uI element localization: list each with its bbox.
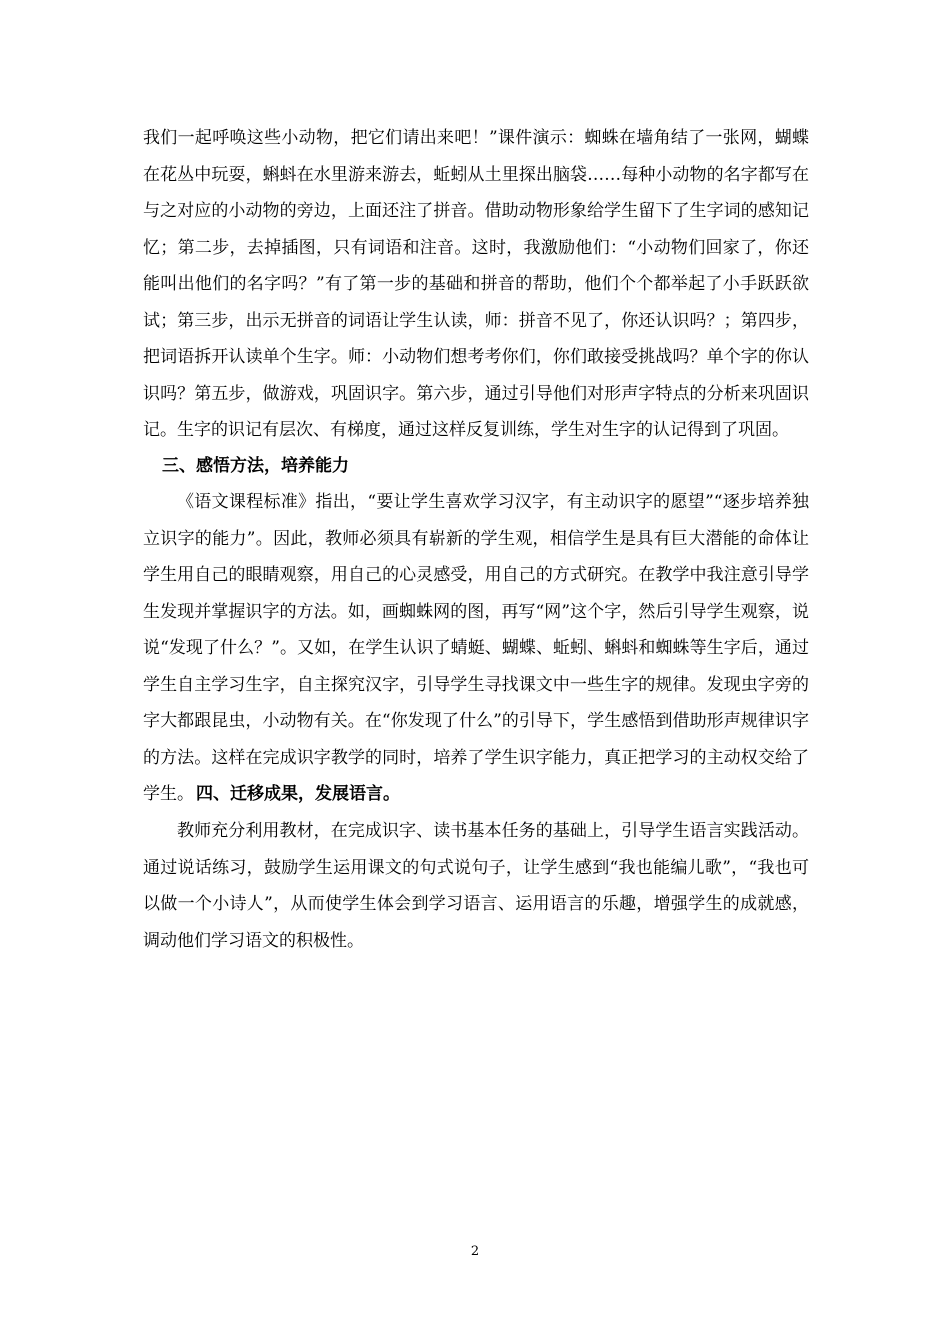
paragraph-section-3: 《语文课程标准》指出，“要让学生喜欢学习汉字，有主动识字的愿望”“逐步培养独立识字的能力”。因此，教师必须具有崭新的学生观，相信学生是具有巨大潜能的命体让学生用自己的眼睛观察，用自己的心灵感受，用自己的方式研究。在教学中我注意引导学生发现并掌握识字的方法。如，画蜘蛛网的图，再写“网”这个字，然后引导学生观察，说说“发现了什么？”。又如，在学生认识了蜻蜓、蝴蝶、蚯蚓、蝌蚪和蜘蛛等生字后，通过学生自主学习生字，自主探究汉字，引导学生寻找课文中一些生字的规律。发现虫字旁的字大都跟昆虫，小动物有关。在“你发现了什么”的引导下，学生感悟到借助形声规律识字的方法。这样在完成识字教学的同时，培养了学生识字能力，真正把学习的主动权交给了学生。 [143,492,809,804]
section-heading-4: 四、迁移成果，发展语言。 [196,784,400,804]
page-number: 2 [470,1244,480,1259]
section-heading-3: 三、感悟方法，培养能力 [162,456,349,476]
paragraph-continued: 我们一起呼唤这些小动物，把它们请出来吧！”课件演示：蜘蛛在墙角结了一张网，蝴蝶在花丛中玩耍，蝌蚪在水里游来游去，蚯蚓从土里探出脑袋……每种小动物的名字都写在与之对应的小动物的旁边，上面还注了拼音。借助动物形象给学生留下了生字词的感知记忆；第二步，去掉插图，只有词语和注音。这时，我激励他们：“小动物们回家了，你还能叫出他们的名字吗？”有了第一步的基础和拼音的帮助，他们个个都举起了小手跃跃欲试；第三步，出示无拼音的词语让学生认读，师：拼音不见了，你还认识吗？；第四步，把词语拆开认读单个生字。师：小动物们想考考你们，你们敢接受挑战吗？单个字的你认识吗？第五步，做游戏，巩固识字。第六步，通过引导他们对形声字特点的分析来巩固识记。生字的识记有层次、有梯度，通过这样反复训练，学生对生字的认记得到了巩固。 [143,128,809,440]
paragraph-section-4: 教师充分利用教材，在完成识字、读书基本任务的基础上，引导学生语言实践活动。通过说话练习，鼓励学生运用课文的句式说句子，让学生感到“我也能编儿歌”，“我也可以做一个小诗人”，从而使学生体会到学习语言、运用语言的乐趣，增强学生的成就感，调动他们学习语文的积极性。 [143,821,809,951]
